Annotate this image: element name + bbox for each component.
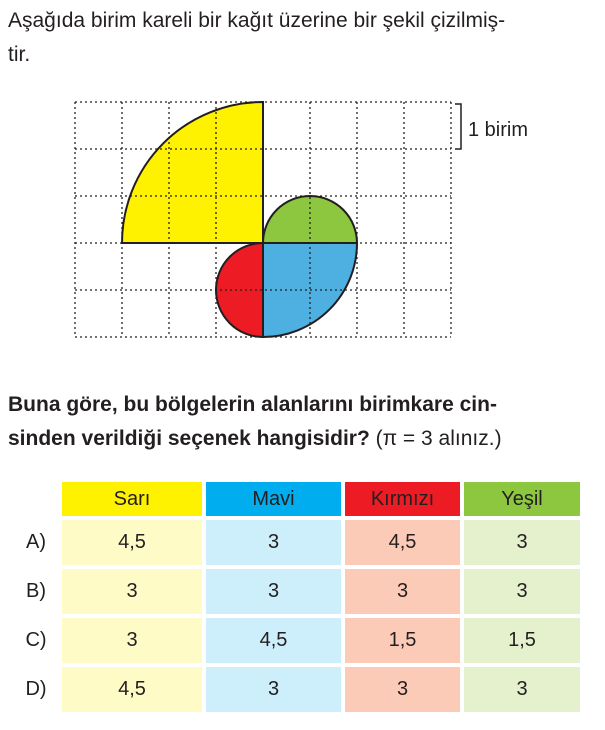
grid-figure [0, 95, 605, 345]
table-row[interactable] [14, 667, 580, 712]
option-label: A) [26, 531, 46, 553]
cell-kirmizi: 3 [345, 667, 460, 712]
intro-line-1: Aşağıda birim kareli bir kağıt üzerine bir şekil çizilmiş- [8, 9, 506, 32]
unit-bracket [455, 104, 461, 149]
cell-mavi: 3 [206, 569, 341, 614]
question-bold-2: sinden verildiği seçenek hangisidir? [8, 427, 370, 450]
cell-kirmizi: 4,5 [345, 520, 460, 565]
header-yesil: Yeşil [464, 482, 580, 516]
question-bold-1: Buna göre, bu bölgelerin alanlarını birimkare cin- [8, 393, 497, 416]
cell-sari: 4,5 [62, 667, 202, 712]
question-note: (π = 3 alınız.) [369, 427, 502, 450]
header-empty [14, 482, 58, 516]
header-sari: Sarı [62, 482, 202, 516]
unit-label: 1 birim [468, 119, 529, 141]
answer-table [10, 478, 584, 716]
table-row[interactable] [14, 520, 580, 565]
yellow-quarter-circle [122, 102, 263, 243]
cell-sari: 3 [62, 569, 202, 614]
cell-kirmizi: 1,5 [345, 618, 460, 663]
option-label: D) [25, 678, 47, 700]
header-kirmizi: Kırmızı [345, 482, 460, 516]
cell-yesil: 1,5 [464, 618, 580, 663]
cell-sari: 4,5 [62, 520, 202, 565]
cell-mavi: 4,5 [206, 618, 341, 663]
cell-kirmizi: 3 [345, 569, 460, 614]
question-text [8, 388, 602, 456]
table-row[interactable] [14, 618, 580, 663]
cell-mavi: 3 [206, 667, 341, 712]
cell-yesil: 3 [464, 569, 580, 614]
option-label: C) [25, 629, 47, 651]
table-header-row [14, 482, 580, 516]
cell-mavi: 3 [206, 520, 341, 565]
intro-line-2: tir. [8, 43, 31, 66]
cell-yesil: 3 [464, 520, 580, 565]
intro-text [8, 4, 598, 72]
table-row[interactable] [14, 569, 580, 614]
cell-sari: 3 [62, 618, 202, 663]
header-mavi: Mavi [206, 482, 341, 516]
option-label: B) [26, 580, 46, 602]
cell-yesil: 3 [464, 667, 580, 712]
